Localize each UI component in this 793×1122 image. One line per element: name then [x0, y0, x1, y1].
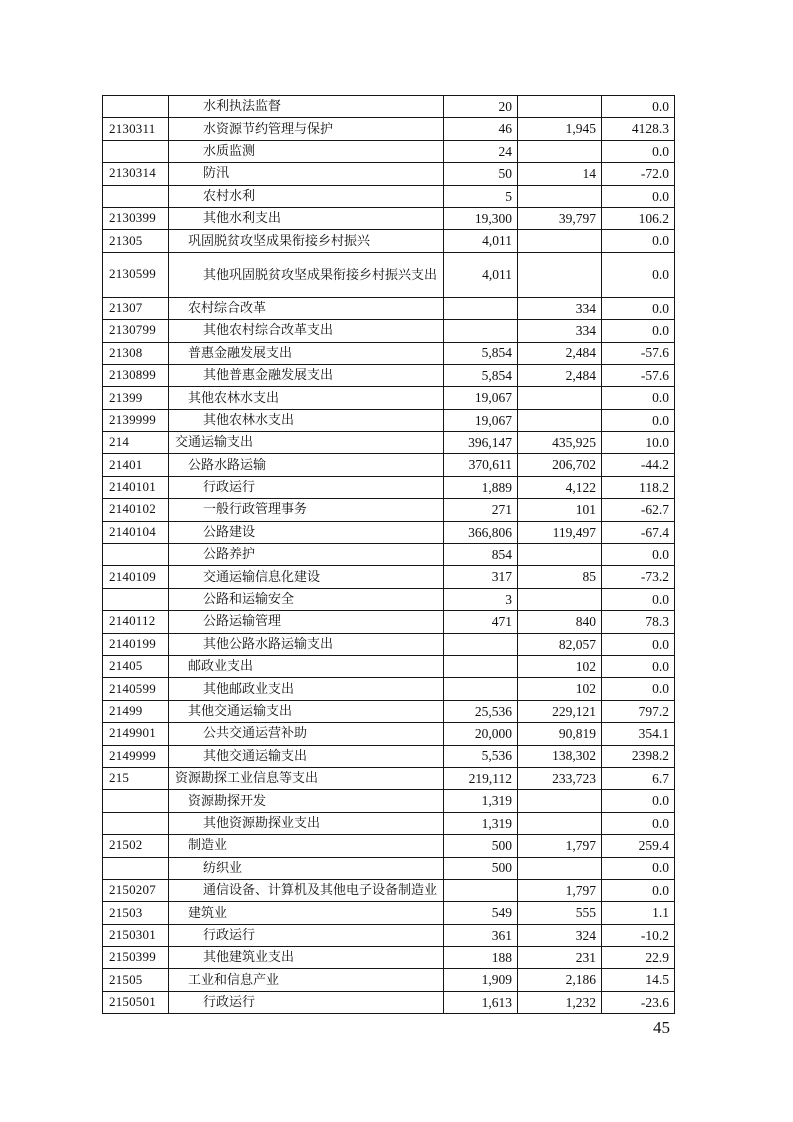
row-actual-cell: 334: [518, 320, 602, 342]
row-budget-cell: 24: [444, 140, 518, 162]
row-budget-cell: 188: [444, 947, 518, 969]
table-row: [103, 924, 675, 946]
row-budget-cell: [444, 678, 518, 700]
row-code-cell: 2150207: [103, 879, 169, 901]
row-actual-cell: 4,122: [518, 476, 602, 498]
table-row: [103, 96, 675, 118]
row-code-cell: 21401: [103, 454, 169, 476]
row-code-cell: [103, 544, 169, 566]
table-row: [103, 611, 675, 633]
table-row: [103, 812, 675, 834]
row-pct-cell: 0.0: [602, 857, 675, 879]
row-name-cell: 纺织业: [169, 857, 444, 879]
row-budget-cell: 4,011: [444, 230, 518, 252]
budget-table-body: [103, 96, 675, 1014]
row-name-cell: 其他公路水路运输支出: [169, 633, 444, 655]
row-code-cell: 2130899: [103, 364, 169, 386]
row-actual-cell: 840: [518, 611, 602, 633]
row-name-cell: 普惠金融发展支出: [169, 342, 444, 364]
row-name-cell: 水资源节约管理与保护: [169, 118, 444, 140]
row-code-cell: 21499: [103, 700, 169, 722]
row-actual-cell: 206,702: [518, 454, 602, 476]
row-budget-cell: 46: [444, 118, 518, 140]
table-row: [103, 790, 675, 812]
row-pct-cell: -57.6: [602, 364, 675, 386]
row-pct-cell: 0.0: [602, 633, 675, 655]
table-row: [103, 857, 675, 879]
row-name-cell: 邮政业支出: [169, 655, 444, 677]
table-row: [103, 207, 675, 229]
row-budget-cell: 219,112: [444, 767, 518, 789]
row-name-cell: 农村综合改革: [169, 297, 444, 319]
row-pct-cell: 0.0: [602, 678, 675, 700]
row-pct-cell: -72.0: [602, 163, 675, 185]
row-name-cell: 行政运行: [169, 924, 444, 946]
row-pct-cell: 0.0: [602, 790, 675, 812]
row-pct-cell: 106.2: [602, 207, 675, 229]
table-row: [103, 655, 675, 677]
row-budget-cell: 4,011: [444, 252, 518, 297]
row-budget-cell: 500: [444, 835, 518, 857]
row-actual-cell: 324: [518, 924, 602, 946]
row-code-cell: 214: [103, 432, 169, 454]
row-actual-cell: [518, 185, 602, 207]
row-name-cell: 其他资源勘探业支出: [169, 812, 444, 834]
row-code-cell: 21502: [103, 835, 169, 857]
row-name-cell: 公路和运输安全: [169, 588, 444, 610]
row-actual-cell: 1,797: [518, 835, 602, 857]
table-row: [103, 185, 675, 207]
row-code-cell: 2139999: [103, 409, 169, 431]
table-row: [103, 432, 675, 454]
row-name-cell: 农村水利: [169, 185, 444, 207]
row-actual-cell: 102: [518, 655, 602, 677]
row-budget-cell: 5: [444, 185, 518, 207]
table-row: [103, 409, 675, 431]
row-budget-cell: 1,319: [444, 812, 518, 834]
row-budget-cell: 20: [444, 96, 518, 118]
row-name-cell: 资源勘探工业信息等支出: [169, 767, 444, 789]
row-pct-cell: 14.5: [602, 969, 675, 991]
row-actual-cell: 82,057: [518, 633, 602, 655]
row-code-cell: 21307: [103, 297, 169, 319]
row-code-cell: 2130599: [103, 252, 169, 297]
row-name-cell: 其他水利支出: [169, 207, 444, 229]
row-code-cell: 2140101: [103, 476, 169, 498]
row-actual-cell: 555: [518, 902, 602, 924]
row-name-cell: 其他普惠金融发展支出: [169, 364, 444, 386]
row-actual-cell: 231: [518, 947, 602, 969]
row-pct-cell: -62.7: [602, 499, 675, 521]
row-code-cell: 2150399: [103, 947, 169, 969]
row-actual-cell: 119,497: [518, 521, 602, 543]
row-actual-cell: 90,819: [518, 723, 602, 745]
row-pct-cell: 259.4: [602, 835, 675, 857]
table-row: [103, 230, 675, 252]
row-actual-cell: [518, 544, 602, 566]
row-budget-cell: 5,854: [444, 364, 518, 386]
row-name-cell: 行政运行: [169, 991, 444, 1013]
row-budget-cell: 1,889: [444, 476, 518, 498]
row-actual-cell: 101: [518, 499, 602, 521]
row-actual-cell: 1,232: [518, 991, 602, 1013]
row-pct-cell: 354.1: [602, 723, 675, 745]
row-actual-cell: 334: [518, 297, 602, 319]
row-budget-cell: 549: [444, 902, 518, 924]
row-code-cell: 2149901: [103, 723, 169, 745]
table-row: [103, 118, 675, 140]
row-code-cell: [103, 96, 169, 118]
row-pct-cell: 4128.3: [602, 118, 675, 140]
row-name-cell: 资源勘探开发: [169, 790, 444, 812]
row-actual-cell: [518, 409, 602, 431]
row-name-cell: 其他农林水支出: [169, 409, 444, 431]
table-row: [103, 723, 675, 745]
row-name-cell: 水利执法监督: [169, 96, 444, 118]
row-pct-cell: 0.0: [602, 96, 675, 118]
row-actual-cell: 2,484: [518, 342, 602, 364]
table-row: [103, 947, 675, 969]
row-pct-cell: -73.2: [602, 566, 675, 588]
table-row: [103, 678, 675, 700]
row-pct-cell: 0.0: [602, 588, 675, 610]
row-code-cell: 2140112: [103, 611, 169, 633]
row-pct-cell: 0.0: [602, 252, 675, 297]
row-budget-cell: 5,536: [444, 745, 518, 767]
row-pct-cell: 2398.2: [602, 745, 675, 767]
row-actual-cell: 229,121: [518, 700, 602, 722]
row-name-cell: 一般行政管理事务: [169, 499, 444, 521]
row-pct-cell: 0.0: [602, 812, 675, 834]
row-budget-cell: 50: [444, 163, 518, 185]
row-actual-cell: [518, 140, 602, 162]
row-pct-cell: 6.7: [602, 767, 675, 789]
row-budget-cell: 3: [444, 588, 518, 610]
row-pct-cell: 0.0: [602, 879, 675, 901]
table-row: [103, 902, 675, 924]
row-budget-cell: [444, 297, 518, 319]
row-actual-cell: 233,723: [518, 767, 602, 789]
row-actual-cell: [518, 857, 602, 879]
row-code-cell: [103, 857, 169, 879]
table-row: [103, 476, 675, 498]
row-actual-cell: 435,925: [518, 432, 602, 454]
row-pct-cell: 0.0: [602, 230, 675, 252]
row-actual-cell: [518, 790, 602, 812]
budget-table: [102, 95, 675, 1014]
row-code-cell: 2140109: [103, 566, 169, 588]
row-code-cell: [103, 140, 169, 162]
row-budget-cell: 471: [444, 611, 518, 633]
row-budget-cell: [444, 633, 518, 655]
table-row: [103, 969, 675, 991]
row-budget-cell: 317: [444, 566, 518, 588]
row-budget-cell: 20,000: [444, 723, 518, 745]
row-name-cell: 其他交通运输支出: [169, 700, 444, 722]
row-name-cell: 公共交通运营补助: [169, 723, 444, 745]
table-row: [103, 991, 675, 1013]
table-row: [103, 767, 675, 789]
table-row: [103, 387, 675, 409]
row-code-cell: 21405: [103, 655, 169, 677]
row-name-cell: 公路建设: [169, 521, 444, 543]
table-row: [103, 252, 675, 297]
row-name-cell: 建筑业: [169, 902, 444, 924]
row-budget-cell: 19,067: [444, 409, 518, 431]
row-budget-cell: [444, 320, 518, 342]
row-pct-cell: 118.2: [602, 476, 675, 498]
row-budget-cell: 1,909: [444, 969, 518, 991]
row-actual-cell: 102: [518, 678, 602, 700]
table-row: [103, 140, 675, 162]
row-budget-cell: 5,854: [444, 342, 518, 364]
table-row: [103, 566, 675, 588]
row-budget-cell: [444, 879, 518, 901]
table-row: [103, 588, 675, 610]
row-actual-cell: [518, 230, 602, 252]
row-pct-cell: 78.3: [602, 611, 675, 633]
row-budget-cell: 271: [444, 499, 518, 521]
row-actual-cell: 39,797: [518, 207, 602, 229]
row-pct-cell: -10.2: [602, 924, 675, 946]
row-code-cell: 2130399: [103, 207, 169, 229]
row-budget-cell: 370,611: [444, 454, 518, 476]
row-budget-cell: [444, 655, 518, 677]
row-actual-cell: [518, 252, 602, 297]
row-name-cell: 其他邮政业支出: [169, 678, 444, 700]
row-name-cell: 交通运输支出: [169, 432, 444, 454]
row-pct-cell: 10.0: [602, 432, 675, 454]
row-name-cell: 工业和信息产业: [169, 969, 444, 991]
row-actual-cell: [518, 96, 602, 118]
row-pct-cell: 0.0: [602, 320, 675, 342]
row-code-cell: 215: [103, 767, 169, 789]
row-actual-cell: 2,484: [518, 364, 602, 386]
row-code-cell: 2140104: [103, 521, 169, 543]
table-row: [103, 879, 675, 901]
row-code-cell: 21505: [103, 969, 169, 991]
row-name-cell: 公路养护: [169, 544, 444, 566]
row-name-cell: 其他交通运输支出: [169, 745, 444, 767]
row-pct-cell: 0.0: [602, 544, 675, 566]
row-name-cell: 其他农林水支出: [169, 387, 444, 409]
row-code-cell: 21503: [103, 902, 169, 924]
row-pct-cell: -23.6: [602, 991, 675, 1013]
row-code-cell: [103, 812, 169, 834]
row-budget-cell: 500: [444, 857, 518, 879]
row-name-cell: 交通运输信息化建设: [169, 566, 444, 588]
row-pct-cell: 0.0: [602, 387, 675, 409]
row-actual-cell: 14: [518, 163, 602, 185]
row-budget-cell: 25,536: [444, 700, 518, 722]
row-code-cell: 2140199: [103, 633, 169, 655]
row-name-cell: 公路运输管理: [169, 611, 444, 633]
row-actual-cell: 85: [518, 566, 602, 588]
row-code-cell: 2130799: [103, 320, 169, 342]
row-name-cell: 其他农村综合改革支出: [169, 320, 444, 342]
row-code-cell: 21399: [103, 387, 169, 409]
row-budget-cell: 361: [444, 924, 518, 946]
row-code-cell: 2140102: [103, 499, 169, 521]
row-budget-cell: 396,147: [444, 432, 518, 454]
table-row: [103, 835, 675, 857]
table-row: [103, 633, 675, 655]
row-pct-cell: 0.0: [602, 297, 675, 319]
row-budget-cell: 1,613: [444, 991, 518, 1013]
row-budget-cell: 366,806: [444, 521, 518, 543]
row-actual-cell: 1,945: [518, 118, 602, 140]
row-actual-cell: 138,302: [518, 745, 602, 767]
row-name-cell: 其他建筑业支出: [169, 947, 444, 969]
row-name-cell: 巩固脱贫攻坚成果衔接乡村振兴: [169, 230, 444, 252]
row-code-cell: 2140599: [103, 678, 169, 700]
table-row: [103, 454, 675, 476]
row-code-cell: 2150501: [103, 991, 169, 1013]
row-budget-cell: 19,300: [444, 207, 518, 229]
row-budget-cell: 854: [444, 544, 518, 566]
row-code-cell: [103, 790, 169, 812]
row-actual-cell: [518, 588, 602, 610]
row-pct-cell: 797.2: [602, 700, 675, 722]
row-code-cell: 2130314: [103, 163, 169, 185]
row-actual-cell: [518, 387, 602, 409]
row-pct-cell: 0.0: [602, 409, 675, 431]
row-name-cell: 公路水路运输: [169, 454, 444, 476]
table-row: [103, 745, 675, 767]
row-actual-cell: [518, 812, 602, 834]
row-name-cell: 行政运行: [169, 476, 444, 498]
row-code-cell: 2150301: [103, 924, 169, 946]
table-row: [103, 163, 675, 185]
row-pct-cell: -44.2: [602, 454, 675, 476]
row-code-cell: [103, 185, 169, 207]
row-code-cell: 2130311: [103, 118, 169, 140]
row-pct-cell: 1.1: [602, 902, 675, 924]
row-pct-cell: 0.0: [602, 185, 675, 207]
row-name-cell: 防汛: [169, 163, 444, 185]
row-name-cell: 水质监测: [169, 140, 444, 162]
row-name-cell: 其他巩固脱贫攻坚成果衔接乡村振兴支出: [169, 252, 444, 297]
row-pct-cell: 0.0: [602, 140, 675, 162]
row-actual-cell: 1,797: [518, 879, 602, 901]
row-code-cell: 21305: [103, 230, 169, 252]
table-row: [103, 521, 675, 543]
row-pct-cell: -67.4: [602, 521, 675, 543]
row-name-cell: 制造业: [169, 835, 444, 857]
row-pct-cell: -57.6: [602, 342, 675, 364]
table-row: [103, 700, 675, 722]
table-row: [103, 364, 675, 386]
row-code-cell: 21308: [103, 342, 169, 364]
table-row: [103, 342, 675, 364]
row-budget-cell: 1,319: [444, 790, 518, 812]
row-code-cell: 2149999: [103, 745, 169, 767]
row-pct-cell: 0.0: [602, 655, 675, 677]
table-row: [103, 297, 675, 319]
table-row: [103, 499, 675, 521]
row-budget-cell: 19,067: [444, 387, 518, 409]
row-name-cell: 通信设备、计算机及其他电子设备制造业: [169, 879, 444, 901]
row-code-cell: [103, 588, 169, 610]
page-number: 45: [653, 1018, 670, 1037]
table-row: [103, 320, 675, 342]
row-actual-cell: 2,186: [518, 969, 602, 991]
row-pct-cell: 22.9: [602, 947, 675, 969]
table-row: [103, 544, 675, 566]
